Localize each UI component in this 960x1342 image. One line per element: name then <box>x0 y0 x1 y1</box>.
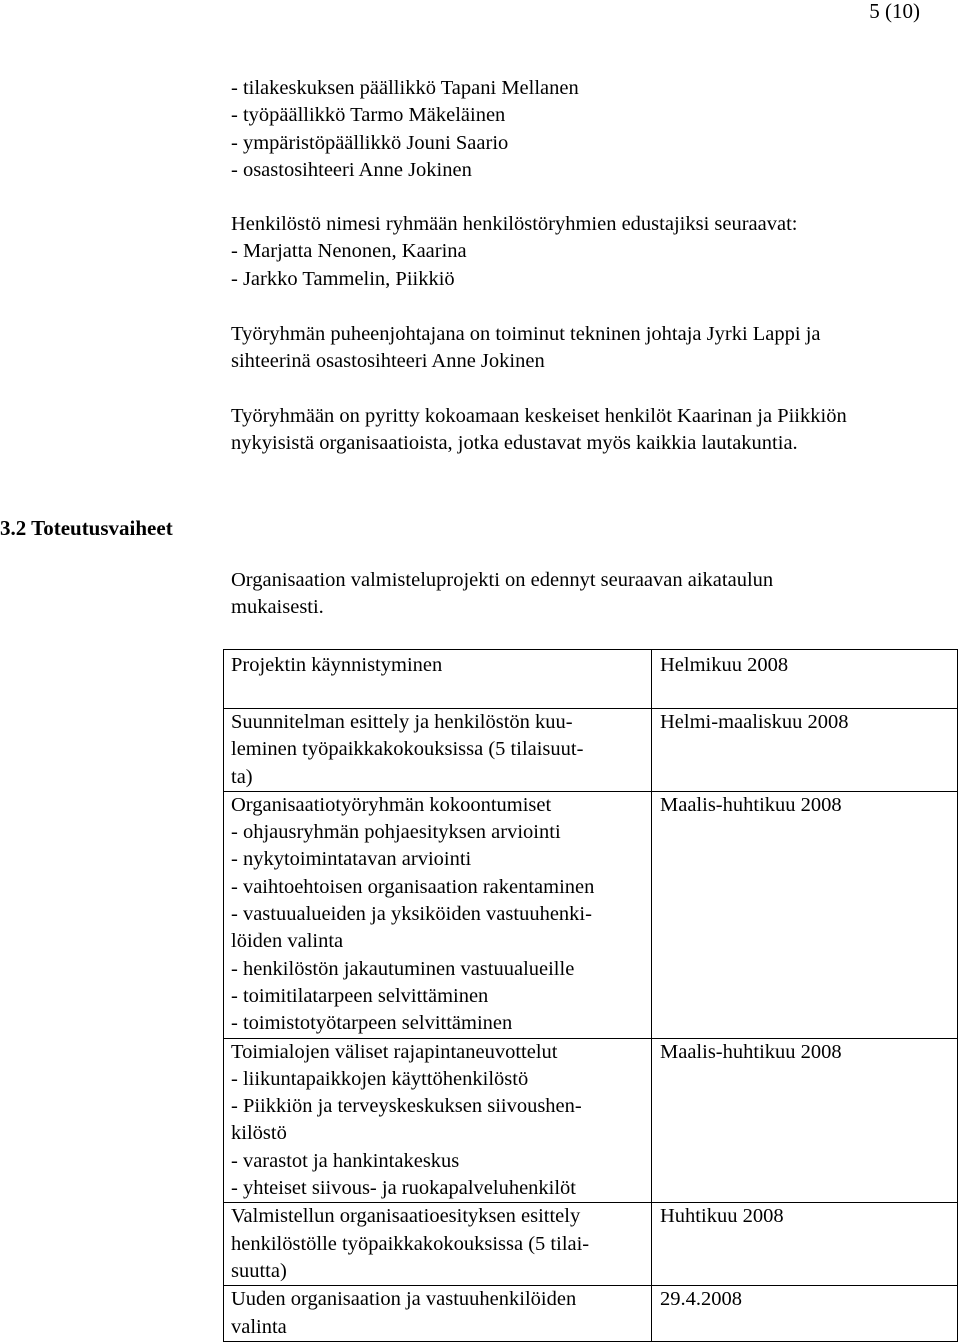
table-row <box>224 1286 958 1342</box>
task-cell: Toimialojen väliset rajapintaneuvottelut - liikuntapaikkojen käyttöhenkilöstö - Piikkiön ja terveyskeskuksen siivoushen- kilöstö - varastot ja hankintakeskus - yhteiset siivous- ja ruokapalveluhenkilöt <box>224 1038 652 1203</box>
list-item: - työpäällikkö Tarmo Mäkeläinen <box>231 104 506 127</box>
paragraph-line: Organisaation valmisteluprojekti on edennyt seuraavan aikataulun <box>231 569 774 591</box>
table-row <box>224 650 958 709</box>
section-heading: 3.2 Toteutusvaiheet <box>0 516 173 540</box>
paragraph-line: mukaisesti. <box>231 596 324 619</box>
paragraph-line: nykyisistä organisaatioista, jotka edustavat myös kaikkia lautakuntia. <box>231 432 798 455</box>
table-row <box>224 709 958 792</box>
task-cell: Uuden organisaation ja vastuuhenkilöiden valinta <box>224 1286 652 1342</box>
paragraph-line: Työryhmän puheenjohtajana on toiminut tekninen johtaja Jyrki Lappi ja <box>231 323 821 345</box>
task-cell: Organisaatiotyöryhmän kokoontumiset - ohjausryhmän pohjaesityksen arviointi - nykytoimintatavan arviointi - vaihtoehtoisen organisaation rakentaminen - vastuualueiden ja yksiköiden vastuuhenki- löiden valinta - henkilöstön jakautuminen vastuualueille - toimitilatarpeen selvittäminen - toimistotyötarpeen selvittäminen <box>224 791 652 1038</box>
paragraph-line: sihteerinä osastosihteeri Anne Jokinen <box>231 350 545 373</box>
list-item: - tilakeskuksen päällikkö Tapani Mellanen <box>231 77 579 99</box>
list-item: - Jarkko Tammelin, Piikkiö <box>231 267 455 290</box>
representatives-paragraph <box>231 211 931 293</box>
list-item: - osastosihteeri Anne Jokinen <box>231 158 472 181</box>
intro-paragraph <box>231 567 931 622</box>
table-row <box>224 1203 958 1286</box>
page-number: 5 (10) <box>869 0 920 23</box>
paragraph-line: Työryhmään on pyritty kokoamaan keskeiset henkilöt Kaarinan ja Piikkiön <box>231 405 847 427</box>
staff-list <box>231 75 931 184</box>
task-cell: Projektin käynnistyminen <box>224 650 652 709</box>
table-row <box>224 1038 958 1203</box>
list-item: - Marjatta Nenonen, Kaarina <box>231 240 467 263</box>
schedule-table <box>223 649 958 1342</box>
chair-paragraph <box>231 321 931 376</box>
time-cell: Huhtikuu 2008 <box>652 1203 958 1286</box>
task-cell: Valmistellun organisaatioesityksen esittely henkilöstölle työpaikkakokouksissa (5 tilai- suutta) <box>224 1203 652 1286</box>
time-cell: Helmikuu 2008 <box>652 650 958 709</box>
time-cell: 29.4.2008 <box>652 1286 958 1342</box>
time-cell: Maalis-huhtikuu 2008 <box>652 1038 958 1203</box>
time-cell: Helmi-maaliskuu 2008 <box>652 709 958 792</box>
table-row <box>224 791 958 1038</box>
time-cell: Maalis-huhtikuu 2008 <box>652 791 958 1038</box>
paragraph-line: Henkilöstö nimesi ryhmään henkilöstöryhmien edustajiksi seuraavat: <box>231 213 798 235</box>
aim-paragraph <box>231 403 931 458</box>
task-cell: Suunnitelman esittely ja henkilöstön kuu- leminen työpaikkakokouksissa (5 tilaisuut- ta) <box>224 709 652 792</box>
list-item: - ympäristöpäällikkö Jouni Saario <box>231 131 509 154</box>
